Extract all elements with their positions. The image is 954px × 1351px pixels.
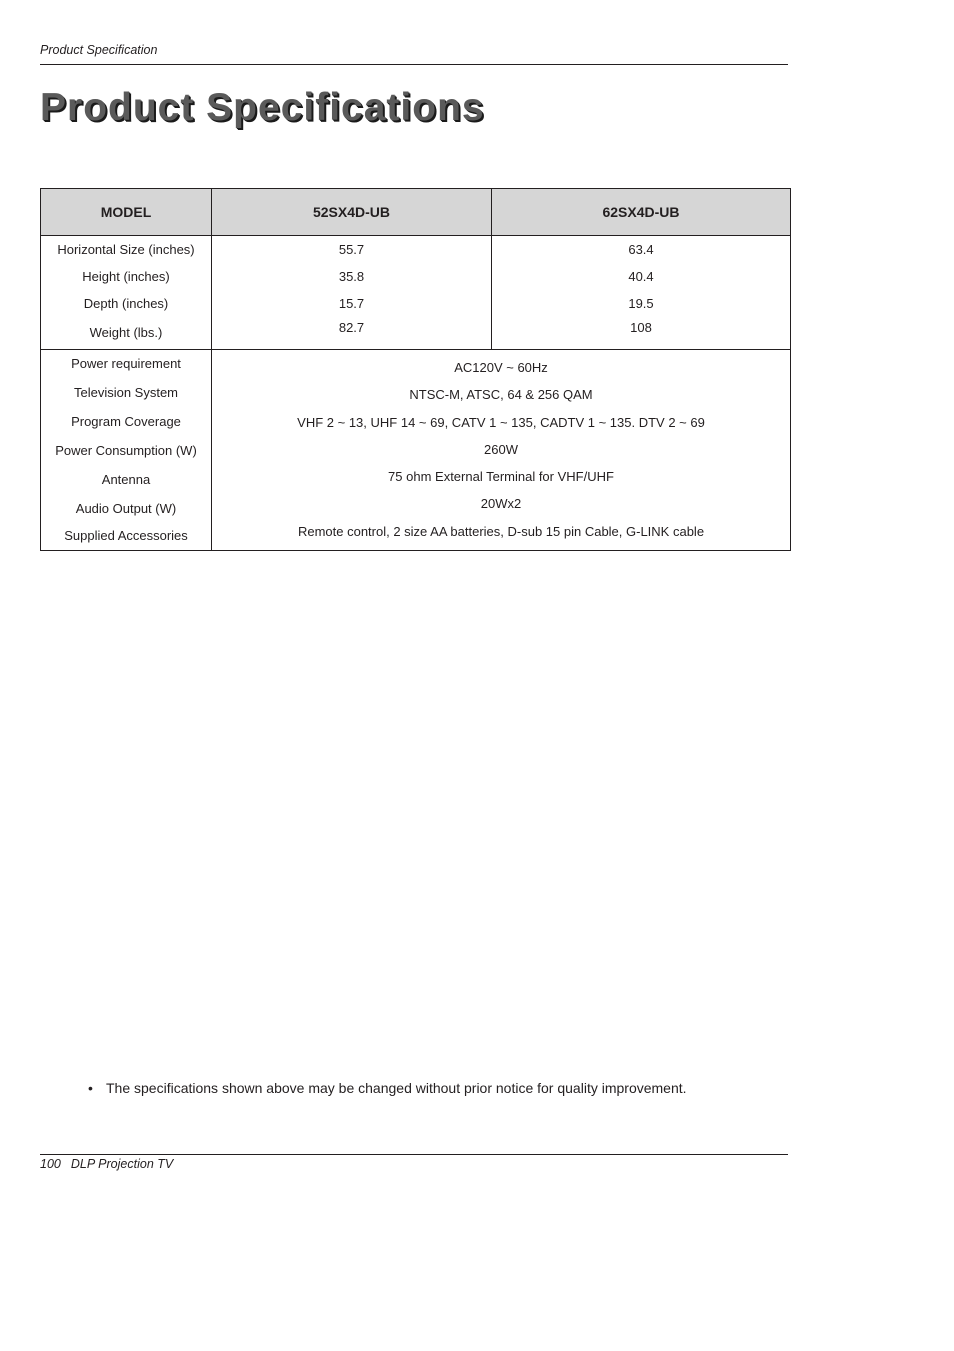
- value-52-horizontal-size: 55.7: [338, 242, 365, 257]
- row-label-horizontal-size: Horizontal Size (inches): [57, 242, 195, 257]
- row-label-television-system: Television System: [73, 385, 179, 400]
- general-labels: [41, 350, 212, 551]
- running-header: Product Specification: [40, 43, 158, 57]
- column-header-62sx4d-ub: 62SX4D-UB: [492, 189, 791, 236]
- spec-table: [40, 188, 791, 551]
- column-header-52sx4d-ub: 52SX4D-UB: [212, 189, 492, 236]
- value-program-coverage: VHF 2 ~ 13, UHF 14 ~ 69, CATV 1 ~ 135, CADTV 1 ~ 135. DTV 2 ~ 69: [297, 414, 705, 430]
- general-block: [41, 350, 791, 551]
- value-antenna: 75 ohm External Terminal for VHF/UHF: [388, 469, 614, 485]
- size-block: [41, 236, 791, 350]
- value-52-weight: 82.7: [338, 320, 365, 335]
- row-label-antenna: Antenna: [101, 472, 151, 487]
- size-labels: [41, 236, 212, 350]
- value-52-height: 35.8: [338, 269, 365, 284]
- value-62-depth: 19.5: [628, 296, 654, 311]
- row-label-audio-output: Audio Output (W): [75, 501, 177, 516]
- footer-product: DLP Projection TV: [70, 1157, 174, 1171]
- running-footer: [40, 1157, 173, 1171]
- note-text: The specifications shown above may be changed without prior notice for quality improvement.: [106, 1080, 687, 1096]
- page-title: Product Specifications: [40, 86, 485, 129]
- value-62-height: 40.4: [628, 269, 654, 284]
- column-header-model: MODEL: [41, 189, 212, 236]
- row-label-power-consumption: Power Consumption (W): [55, 443, 197, 458]
- row-label-depth: Depth (inches): [83, 296, 169, 311]
- header-rule: [40, 64, 788, 65]
- row-label-program-coverage: Program Coverage: [71, 414, 181, 429]
- value-power-requirement: AC120V ~ 60Hz: [454, 360, 548, 375]
- value-52-depth: 15.7: [338, 296, 365, 311]
- row-label-weight: Weight (lbs.): [89, 325, 163, 340]
- table-header-row: [41, 189, 791, 236]
- value-supplied-accessories: Remote control, 2 size AA batteries, D-sub 15 pin Cable, G-LINK cable: [297, 523, 705, 539]
- value-62-horizontal-size: 63.4: [628, 242, 654, 257]
- general-values: [212, 350, 791, 551]
- value-62-weight: 108: [630, 320, 652, 335]
- page-number: 100: [40, 1157, 61, 1171]
- size-values-52sx4d-ub: [212, 236, 492, 350]
- bullet-marker: •: [88, 1080, 93, 1096]
- value-audio-output: 20Wx2: [480, 496, 522, 512]
- footer-rule: [40, 1154, 788, 1155]
- row-label-power-requirement: Power requirement: [71, 356, 181, 371]
- value-television-system: NTSC-M, ATSC, 64 & 256 QAM: [409, 387, 593, 403]
- size-values-62sx4d-ub: [492, 236, 791, 350]
- row-label-height: Height (inches): [82, 269, 170, 284]
- row-label-supplied-accessories: Supplied Accessories: [64, 528, 188, 543]
- spec-change-note: [88, 1080, 687, 1096]
- value-power-consumption: 260W: [484, 441, 518, 457]
